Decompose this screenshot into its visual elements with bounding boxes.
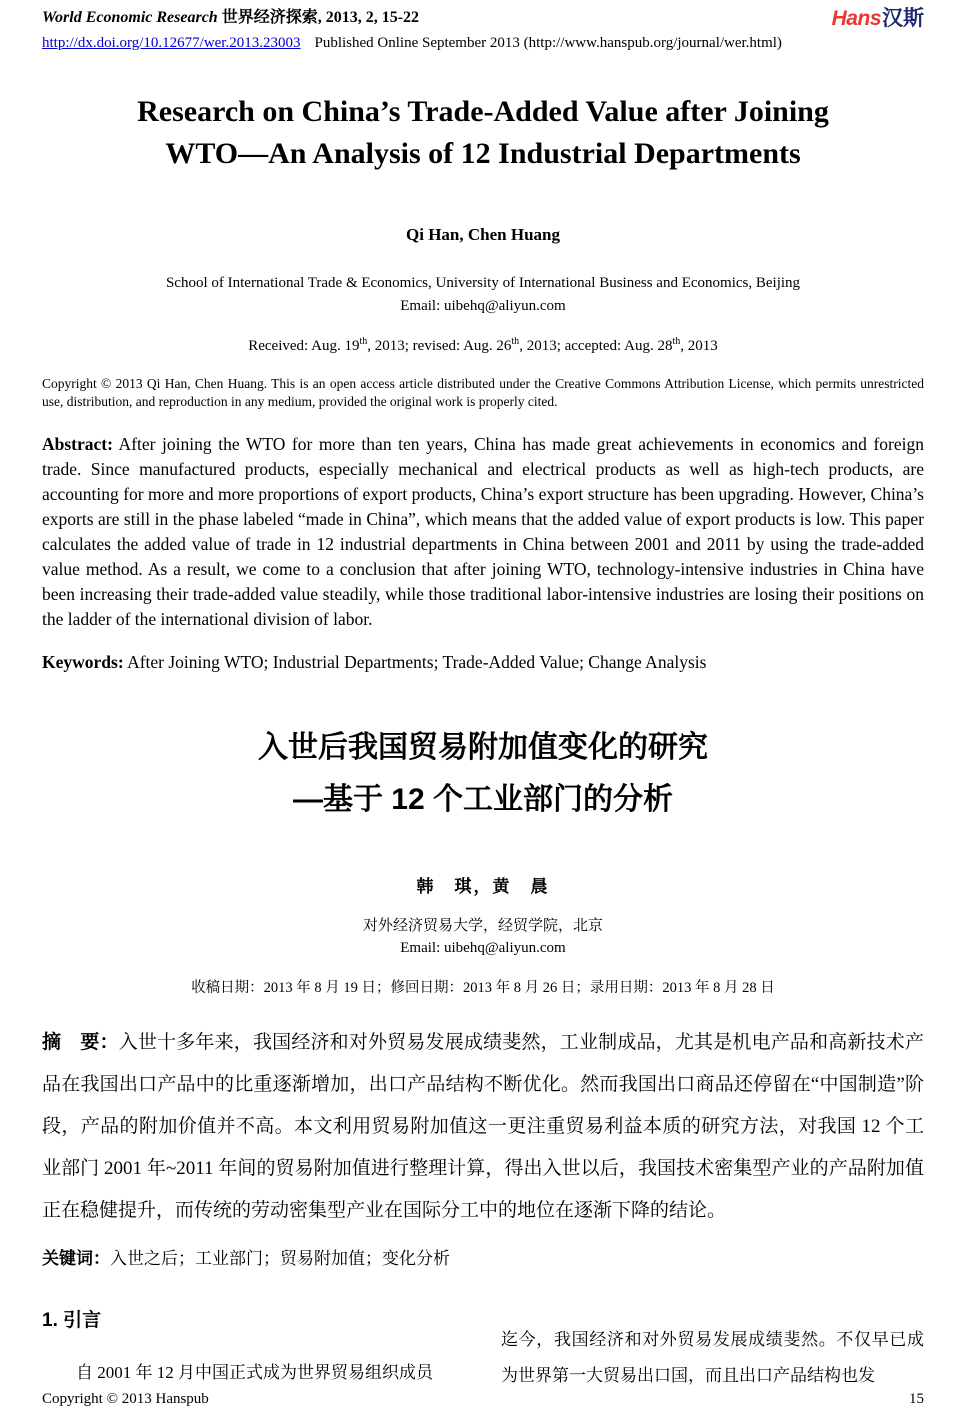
header-publication-line [42,34,924,53]
article-title-cn-line2: —基于 12 个工业部门的分析 [292,783,674,816]
left-column [42,1308,465,1394]
accepted-text: , 2013; accepted: Aug. 28 [519,338,673,354]
ordinal-sup: th [359,336,368,347]
accepted-year-text: , 2013 [680,338,718,354]
abstract-text: After joining the WTO for more than ten years, China has made great achievements in economics and foreign trade. Since manufactured products, especially mechanical and electrical products as well as high-tech products, are accounting for more and more proportions of export products, China’s export structure has been upgrading. However, China’s exports are still in the phase labeled “made in China”, which means that the added value of export products is low. This paper calculates the added value of trade in 12 industrial departments in China between 2001 and 2011 by using the trade-added value method. As a result, we come to a conclusion that after joining WTO, technology-intensive industries in China have been increasing their trade-added value steadily, while those traditional labor-intensive industries are losing their positions on the ladder of the international division of labor. [42,434,924,629]
email-cn: Email: uibehq@aliyun.com [400,940,566,956]
abstract-cn [42,1022,924,1232]
keywords-cn-label: 关键词： [42,1249,110,1268]
abstract-cn-label: 摘 要： [42,1032,119,1053]
body-columns [42,1308,924,1394]
published-online-text: Published Online September 2013 (http://www.hanspub.org/journal/wer.html) [314,35,782,51]
copyright-notice: Copyright © 2013 Qi Han, Chen Huang. This is an open access article distributed under the Creative Commons Attribution License, which permits unrestricted use, distribution, and reproduction in any medium, provided the original work is properly cited. [42,376,924,409]
authors: Qi Han, Chen Huang [406,225,560,244]
intro-paragraph-right: 迄今，我国经济和对外贸易发展成绩斐然。不仅早已成为世界第一大贸易出口国，而且出口产品结构也发 [501,1330,924,1385]
keywords-cn [42,1246,924,1272]
footer-copyright: Copyright © 2013 Hanspub [42,1391,209,1407]
hanspub-logo [832,8,924,29]
hanspub-logo-cn: 汉斯 [882,7,924,30]
page-footer [42,1391,924,1408]
article-title-line2: WTO—An Analysis of 12 Industrial Departments [165,137,801,170]
article-title [42,91,924,175]
dates-cn: 收稿日期：2013 年 8 月 19 日；修回日期：2013 年 8 月 26 日；录用日期：2013 年 8 月 28 日 [191,980,775,996]
affiliation: School of International Trade & Economics, University of International Business and Economics, Beijing [165,275,801,291]
journal-issue-info: 世界经济探索, 2013, 2, 15-22 [217,9,420,26]
received-text: Received: Aug. 19 [248,338,360,354]
journal-name: World Economic Research [42,9,218,26]
received-dates-line [42,336,924,355]
right-column [501,1308,924,1394]
keywords-label: Keywords: [42,652,124,672]
journal-title-line [42,8,419,28]
abstract-label: Abstract: [42,434,113,454]
abstract-cn-text: 入世十多年来，我国经济和对外贸易发展成绩斐然，工业制成品，尤其是机电产品和高新技术产品在我国出口产品中的比重逐渐增加，出口产品结构不断优化。然而我国出口商品还停留在“中国制造”阶段，产品的附加价值并不高。本文利用贸易附加值这一更注重贸易利益本质的研究方法，对我国 12 个工业部门 2001 年~2011 年间的贸易附加值进行整理计算，得出入世以后，我国技术密集型产业的产品附加值正在稳健提升，而传统的劳动密集型产业在国际分工中的地位在逐渐下降的结论。 [42,1032,924,1221]
keywords [42,650,924,675]
ordinal-sup: th [672,336,681,347]
revised-text: , 2013; revised: Aug. 26 [367,338,512,354]
article-title-cn [42,722,924,826]
keywords-text: After Joining WTO; Industrial Departments; Trade-Added Value; Change Analysis [123,652,707,672]
article-title-cn-line1: 入世后我国贸易附加值变化的研究 [258,731,708,764]
abstract [42,432,924,632]
hanspub-logo-latin: Hans [831,7,881,30]
email: Email: uibehq@aliyun.com [400,298,566,314]
article-title-line1: Research on China’s Trade-Added Value after Joining [137,95,829,128]
journal-header [42,8,924,29]
doi-link[interactable]: http://dx.doi.org/10.12677/wer.2013.23003 [42,35,301,51]
page-number: 15 [909,1391,924,1407]
keywords-cn-text: 入世之后；工业部门；贸易附加值；变化分析 [110,1249,450,1268]
affiliation-cn: 对外经济贸易大学，经贸学院，北京 [362,918,603,934]
section-1-heading: 1. 引言 [42,1310,102,1331]
intro-paragraph-left: 自 2001 年 12 月中国正式成为世界贸易组织成员 [76,1363,433,1382]
authors-cn: 韩 琪，黄 晨 [416,877,550,896]
ordinal-sup: th [511,336,520,347]
